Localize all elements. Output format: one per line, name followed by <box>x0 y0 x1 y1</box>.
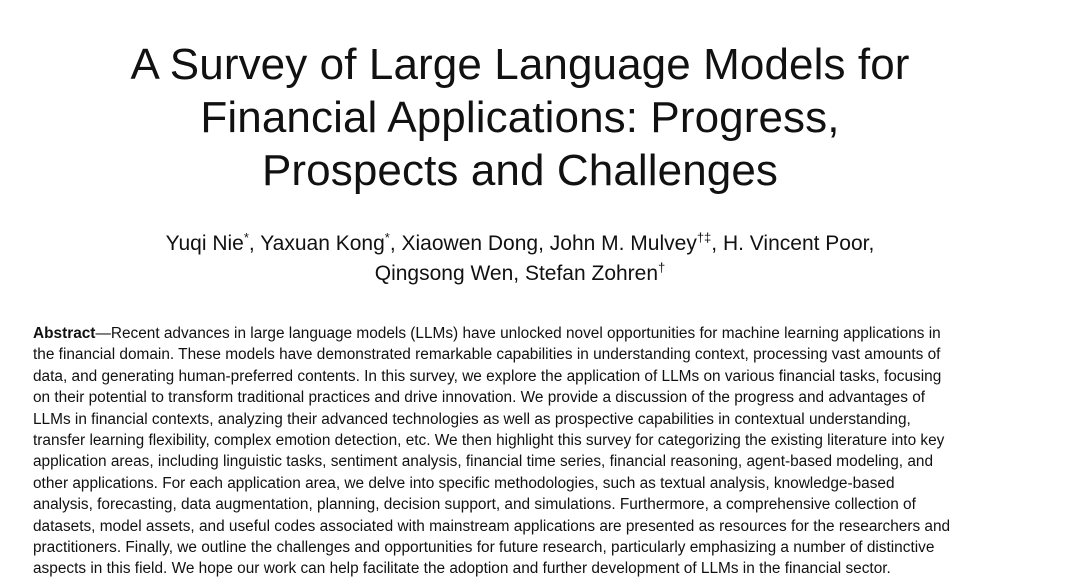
abstract <box>33 323 1038 580</box>
paper-title <box>0 38 1040 197</box>
abstract-line: data, and generating human-preferred contents. In this survey, we explore the application of LLMs on various financial tasks, focusing <box>33 367 942 385</box>
author-name: Yaxuan Kong <box>260 232 385 255</box>
author-line <box>0 259 1040 289</box>
author-name: Qingsong Wen, <box>374 262 525 285</box>
author-name: Stefan Zohren <box>524 262 659 285</box>
author-line <box>0 229 1040 259</box>
abstract-line: datasets, model assets, and useful codes associated with mainstream applications are presented as resources for the researchers and <box>33 517 951 535</box>
author-name: John M. Mulvey <box>549 232 697 255</box>
abstract-line <box>33 323 1038 344</box>
abstract-line: aspects in this field. We hope our work can help facilitate the adoption and further development of LLMs in the financial sector. <box>33 560 891 578</box>
abstract-line: application areas, including linguistic tasks, sentiment analysis, financial time series, financial reasoning, agent-based modeling, and <box>33 453 933 471</box>
abstract-line: analysis, forecasting, data augmentation, planning, decision support, and simulations. Furthermore, a comprehensive collection of <box>33 496 916 514</box>
abstract-label: Abstract <box>33 325 96 342</box>
author-separator: , <box>711 232 723 255</box>
abstract-text: —Recent advances in large language models (LLMs) have unlocked novel opportunities for machine learning applications in <box>95 325 941 342</box>
abstract-line: on their potential to transform traditional practices and drive innovation. We provide a discussion of the progress and advantages of <box>33 389 926 407</box>
author-name: Yuqi Nie <box>165 232 244 255</box>
author-name: H. Vincent Poor, <box>722 232 875 255</box>
author-separator: , <box>248 232 261 255</box>
title-line: Prospects and Challenges <box>261 146 779 195</box>
author-separator: , <box>389 232 402 255</box>
equal-contribution-mark: * <box>384 230 390 245</box>
abstract-line: the financial domain. These models have demonstrated remarkable capabilities in understanding context, processing vast amounts of <box>33 346 941 364</box>
title-line: A Survey of Large Language Models for <box>130 40 910 89</box>
author-list <box>0 229 1040 289</box>
title-line: Financial Applications: Progress, <box>200 93 840 142</box>
affiliation-mark: † <box>658 260 666 275</box>
abstract-line: transfer learning flexibility, complex emotion detection, etc. We then highlight this survey for categorizing the existing literature into key <box>33 432 945 450</box>
affiliation-mark: †‡ <box>696 230 712 245</box>
abstract-line: LLMs in financial contexts, analyzing their advanced technologies as well as prospective capabilities in contextual understanding, <box>33 410 911 428</box>
author-name: Xiaowen Dong, <box>401 232 550 255</box>
abstract-line: other applications. For each application area, we delve into specific methodologies, such as textual analysis, knowledge-based <box>33 474 895 492</box>
equal-contribution-mark: * <box>243 230 249 245</box>
abstract-line: practitioners. Finally, we outline the challenges and opportunities for future research, particularly emphasizing a number of distinctive <box>33 539 935 557</box>
